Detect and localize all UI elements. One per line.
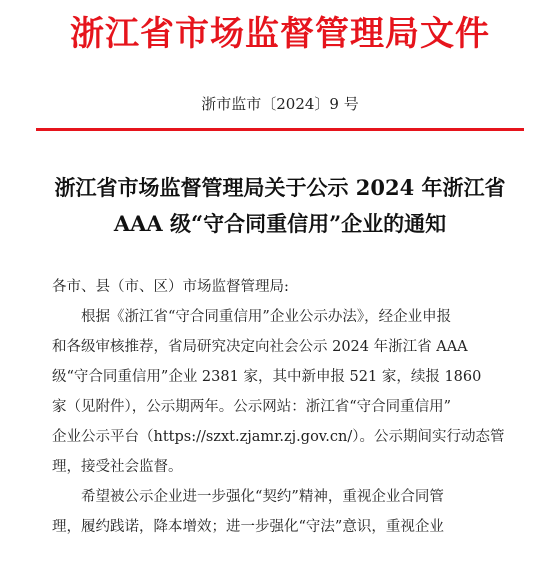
paragraph-1-line: 级“守合同重信用”企业 2381 家，其中新申报 521 家，续报 1860 bbox=[52, 369, 482, 385]
paragraph-1-line: 根据《浙江省“守合同重信用”企业公示办法》，经企业申报 bbox=[81, 309, 452, 325]
issuing-authority-header: 浙江省市场监督管理局文件 bbox=[70, 14, 490, 54]
paragraph-2-line: 理，履约践诺，降本增效；进一步强化“守法”意识，重视企业 bbox=[52, 519, 444, 535]
paragraph-1-line: 理，接受社会监督。 bbox=[52, 459, 183, 475]
paragraph-1-line: 企业公示平台（https://szxt.zjamr.zj.gov.cn/）。公示期间实行动态管 bbox=[52, 429, 505, 445]
salutation: 各市、县（市、区）市场监督管理局: bbox=[52, 279, 289, 295]
document-body bbox=[52, 272, 512, 542]
paragraph-2 bbox=[52, 482, 512, 542]
title-line-2: AAA 级“守合同重信用”企业的通知 bbox=[113, 211, 447, 236]
paragraph-1-line: 家（见附件），公示期两年。公示网站：浙江省“守合同重信用” bbox=[52, 399, 452, 415]
document-title bbox=[20, 170, 540, 242]
paragraph-2-line: 希望被公示企业进一步强化“契约”精神，重视企业合同管 bbox=[81, 489, 444, 505]
paragraph-1-line: 和各级审核推荐，省局研究决定向社会公示 2024 年浙江省 AAA bbox=[52, 339, 468, 355]
title-line-1: 浙江省市场监督管理局关于公示 2024 年浙江省 bbox=[54, 175, 506, 200]
document-number: 浙市监市〔2024〕9 号 bbox=[201, 95, 359, 113]
paragraph-1 bbox=[52, 302, 512, 482]
red-divider-line bbox=[36, 128, 524, 131]
